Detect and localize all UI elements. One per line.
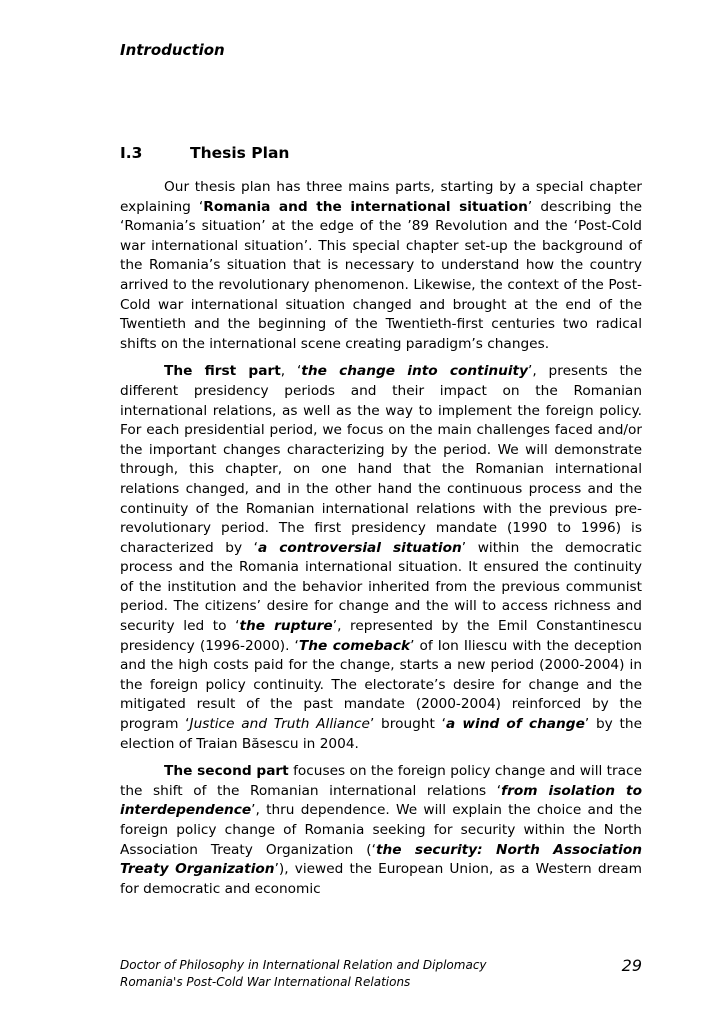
footer-line-title: Romania's Post-Cold War International Relations — [120, 975, 411, 989]
bold-run: The second part — [164, 763, 289, 780]
bold-italic-run: The comeback — [298, 637, 411, 654]
italic-run: Justice and Truth Alliance — [189, 716, 370, 733]
paragraph-second-part — [120, 762, 642, 899]
bold-run: Romania and the international situation — [203, 198, 528, 215]
paragraph-intro — [120, 178, 642, 354]
text-run: Our thesis plan has three mains parts, starting by a special chapter explaining ‘ — [120, 179, 642, 215]
paragraph-first-part — [120, 362, 642, 754]
text-run: ’ of Ion Iliescu with the deception and the high costs paid for the change, starts a new period (2000-2004) in the foreign policy continuity. The electorate’s desire for change and the mitigated result of the past mandate (2000-2004) reinforced by the program ‘ — [120, 637, 642, 733]
page-number: 29 — [621, 956, 642, 975]
page-footer — [120, 957, 642, 991]
text-run: ’, thru dependence. We will explain the choice and the foreign policy change of Romania seeking for security within the North Association Treaty Organization (‘ — [120, 802, 642, 858]
bold-run: The first part — [164, 363, 281, 380]
text-run: , ‘ — [280, 363, 302, 380]
text-run: ’ by the election of Traian Băsescu in 2004. — [120, 716, 642, 752]
text-run: ’ brought ‘ — [369, 716, 446, 733]
section-number: I.3 — [120, 144, 143, 162]
text-run: ’, represented by the Emil Constantinescu presidency (1996-2000). ‘ — [120, 618, 642, 654]
bold-italic-run: from isolation to interdependence — [120, 782, 643, 819]
running-header: Introduction — [120, 41, 225, 59]
text-run: ’, presents the different presidency periods and their impact on the Romanian international relations, as well as the way to implement the foreign policy. For each presidential period, we focus on the main challenges faced and/or the important changes characterizing by the period. We will demonstrate through, this chapter, on one hand that the Romanian international relations changed, and in the other hand the continuous process and the continuity of the Romanian international relations with the previous pre-revolutionary period. The first presidency mandate (1990 to 1996) is characterized by ‘ — [120, 363, 643, 556]
bold-italic-run: a controversial situation — [258, 539, 462, 556]
bold-italic-run: a wind of change — [445, 716, 585, 733]
body-text — [120, 178, 642, 907]
section-title: Thesis Plan — [190, 144, 290, 162]
footer-line-degree: Doctor of Philosophy in International Relation and Diplomacy — [120, 958, 487, 972]
text-run: ’ within the democratic process and the Romania international situation. It ensured the continuity of the institution and the behavior inherited from the previous communist period. The citizens’ desire for change and the will to access richness and security led to ‘ — [120, 539, 643, 635]
section-heading — [120, 144, 289, 162]
text-run: ’ describing the ‘Romania’s situation’ at the edge of the ’89 Revolution and the ‘Post-Cold war international situation’. This special chapter set-up the background of the Romania’s situation that is necessary to understand how the country arrived to the revolutionary phenomenon. Likewise, the context of the Post-Cold war international situation changed and brought at the end of the Twentieth and the beginning of the Twentieth-first centuries two radical shifts on the international scene creating paradigm’s changes. — [120, 198, 642, 352]
text-run: focuses on the foreign policy change and will trace the shift of the Romanian international relations ‘ — [120, 763, 642, 799]
bold-italic-run: the security: North Association Treaty Organization — [120, 841, 642, 878]
bold-italic-run: the change into continuity — [301, 363, 529, 380]
text-run: ’), viewed the European Union, as a Western dream for democratic and economic — [120, 861, 642, 897]
bold-italic-run: the rupture — [239, 618, 333, 635]
